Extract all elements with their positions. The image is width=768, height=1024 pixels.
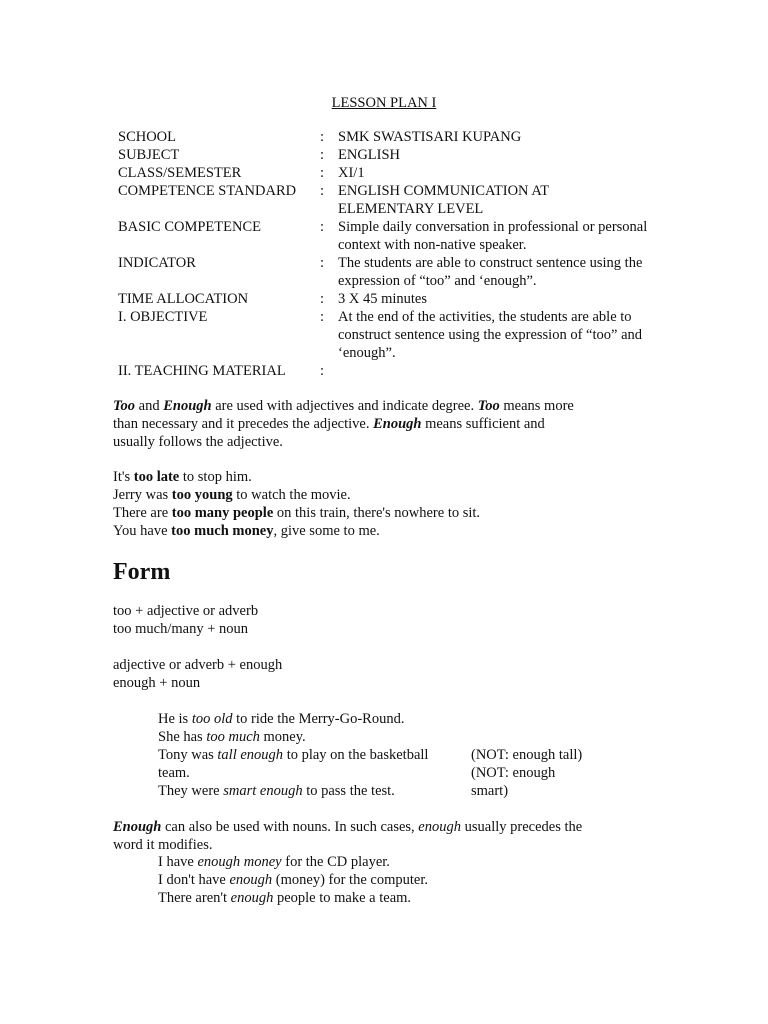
term-enough: Enough <box>373 416 422 432</box>
info-colon: : <box>320 363 325 379</box>
nouns-text: can also be used with nouns. In such cases, <box>161 819 419 835</box>
info-colon: : <box>320 219 325 235</box>
indented-example <box>158 746 428 764</box>
info-value: The students are able to construct sentence using the expression of “too” and ‘enough”. <box>338 255 643 289</box>
example-text: for the CD player. <box>281 854 390 870</box>
example-text: Tony was <box>158 747 218 763</box>
example-phrase: smart enough <box>223 783 303 799</box>
noun-example <box>158 853 428 871</box>
intro-paragraph <box>113 397 583 451</box>
form-line: enough + noun <box>113 675 201 691</box>
examples-list <box>113 468 480 540</box>
example-text: , give some to me. <box>273 523 380 539</box>
example-text: (money) for the computer. <box>272 872 428 888</box>
incorrect-notes <box>471 746 582 800</box>
form-line: adjective or adverb + enough <box>113 657 283 673</box>
info-value <box>338 362 648 380</box>
info-value: Simple daily conversation in professional or personal context with non-native speaker. <box>338 219 648 253</box>
info-row-competence-standard <box>118 182 648 218</box>
intro-text: means more than necessary and it precedes the adjective. <box>113 398 574 432</box>
info-label: TIME ALLOCATION <box>118 291 249 307</box>
info-label: INDICATOR <box>118 255 196 271</box>
info-row-basic-competence <box>118 218 648 254</box>
info-label: COMPETENCE STANDARD <box>118 183 297 199</box>
info-label: BASIC COMPETENCE <box>118 219 262 235</box>
info-row-subject <box>118 146 648 164</box>
indented-example <box>158 728 428 746</box>
info-row-time-allocation <box>118 290 648 308</box>
example-text: There are <box>113 505 172 521</box>
example-phrase: too young <box>171 487 233 503</box>
example-phrase: too many people <box>171 505 274 521</box>
intro-text: are used with adjectives and indicate degree. <box>211 398 478 414</box>
example-text: It's <box>113 469 134 485</box>
form-line: too much/many + noun <box>113 621 249 637</box>
example-line <box>113 468 480 486</box>
example-text: You have <box>113 523 172 539</box>
intro-text: means sufficient and usually follows the adjective. <box>113 416 545 450</box>
info-table <box>118 128 648 380</box>
example-text: on this train, there's nowhere to sit. <box>273 505 481 521</box>
incorrect-note: smart) <box>471 783 509 799</box>
incorrect-note: (NOT: enough tall) <box>471 747 583 763</box>
info-colon: : <box>320 255 325 271</box>
example-line <box>113 486 480 504</box>
example-line <box>113 522 480 540</box>
example-phrase: too much <box>206 729 260 745</box>
noun-example <box>158 871 428 889</box>
info-colon: : <box>320 309 325 325</box>
example-text: I don't have <box>158 872 230 888</box>
example-phrase: enough money <box>197 854 282 870</box>
example-phrase: too late <box>133 469 180 485</box>
term-enough: enough <box>418 819 461 835</box>
incorrect-note: (NOT: enough <box>471 765 556 781</box>
example-text: He is <box>158 711 192 727</box>
info-colon: : <box>320 291 325 307</box>
info-value: SMK SWASTISARI KUPANG <box>338 129 522 145</box>
indented-examples <box>158 710 428 800</box>
nouns-paragraph <box>113 818 593 854</box>
info-colon: : <box>320 147 325 163</box>
example-text: They were <box>158 783 224 799</box>
info-label: SCHOOL <box>118 129 177 145</box>
info-value: At the end of the activities, the students are able to construct sentence using the expression of “too” and ‘enough”. <box>338 309 643 361</box>
info-colon: : <box>320 129 325 145</box>
example-phrase: enough <box>230 890 274 906</box>
example-phrase: too old <box>191 711 233 727</box>
example-text: There aren't <box>158 890 231 906</box>
example-phrase: enough <box>229 872 273 888</box>
example-text: money. <box>259 729 306 745</box>
info-colon: : <box>320 165 325 181</box>
example-phrase: too much money <box>171 523 274 539</box>
nouns-text: usually precedes the word it modifies. <box>113 819 583 853</box>
info-label: II. TEACHING MATERIAL <box>118 363 286 379</box>
example-text: to pass the test. <box>302 783 395 799</box>
info-value: ENGLISH <box>338 147 401 163</box>
example-line <box>113 504 480 522</box>
indented-example <box>158 710 428 728</box>
term-too: Too <box>477 398 500 414</box>
indented-example <box>158 764 428 782</box>
info-label: SUBJECT <box>118 147 180 163</box>
example-text: She has <box>158 729 207 745</box>
intro-text: and <box>135 398 164 414</box>
term-too: Too <box>113 398 136 414</box>
example-text: team. <box>158 765 190 781</box>
form-line: too + adjective or adverb <box>113 603 259 619</box>
indented-example <box>158 782 428 800</box>
example-text: to watch the movie. <box>232 487 351 503</box>
info-label: I. OBJECTIVE <box>118 309 208 325</box>
info-value: ENGLISH COMMUNICATION AT ELEMENTARY LEVEL <box>338 183 549 217</box>
example-text: to ride the Merry-Go-Round. <box>232 711 405 727</box>
term-enough: Enough <box>113 819 162 835</box>
info-value: 3 X 45 minutes <box>338 291 428 307</box>
example-text: to stop him. <box>179 469 252 485</box>
noun-examples <box>158 853 428 907</box>
info-row-class <box>118 164 648 182</box>
info-row-indicator <box>118 254 648 290</box>
example-text: to play on the basketball <box>283 747 429 763</box>
example-phrase: tall enough <box>217 747 284 763</box>
info-row-objective <box>118 308 648 362</box>
example-text: Jerry was <box>113 487 172 503</box>
info-value: XI/1 <box>338 165 365 181</box>
info-colon: : <box>320 183 325 199</box>
form-rules-too <box>113 602 258 638</box>
example-text: people to make a team. <box>273 890 412 906</box>
form-heading: Form <box>113 559 171 585</box>
info-row-school <box>118 128 648 146</box>
info-label: CLASS/SEMESTER <box>118 165 242 181</box>
example-text: I have <box>158 854 198 870</box>
form-rules-enough <box>113 656 282 692</box>
page-title: LESSON PLAN I <box>331 95 437 111</box>
noun-example <box>158 889 428 907</box>
info-row-teaching-material <box>118 362 648 380</box>
term-enough: Enough <box>163 398 212 414</box>
